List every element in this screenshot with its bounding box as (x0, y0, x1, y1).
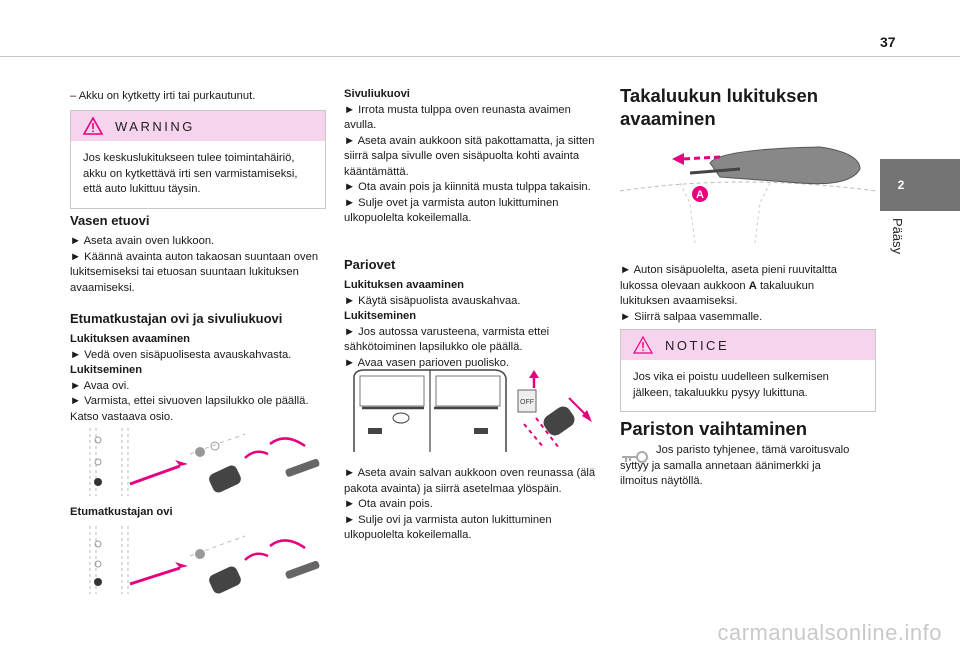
step-line: ► Irrota musta tulppa oven reunasta avaimen avulla. (344, 103, 571, 131)
chapter-number: 2 (897, 178, 905, 192)
step-line: ► Käytä sisäpuolista avauskahvaa. (344, 294, 521, 307)
section-sivuliukuovi (344, 87, 602, 227)
heading-etumatkustajan: Etumatkustajan ovi ja sivuliukuovi (70, 311, 283, 326)
figure-takaluukku (620, 143, 876, 255)
heading-pariston-vaihtaminen: Pariston vaihtaminen (620, 418, 808, 439)
section-pariovet (344, 257, 602, 371)
warning-header (71, 111, 325, 141)
notice-icon (633, 336, 653, 354)
figure-off-label: OFF (520, 399, 534, 406)
step-line: ► Avaa ovi. (70, 379, 130, 392)
section-vasen-etuovi (70, 213, 326, 296)
section-takaluukku-steps (620, 263, 858, 325)
step-line: ► Sulje ovet ja varmista auton lukittuminen ulkopuolelta kokeilemalla. (344, 196, 559, 224)
chapter-label-container (880, 218, 920, 288)
figure-caption: Etumatkustajan ovi (70, 506, 173, 518)
notice-header (621, 330, 875, 360)
step-line: ► Käännä avainta auton takaosan suuntaan oven lukitsemiseksi tai etuosan suuntaan lukituksen avaamiseksi. (70, 250, 319, 294)
chapter-label: Pääsy (890, 218, 905, 255)
figure-etumatkustajan-ovi (70, 522, 328, 598)
step-line: ► Aseta avain aukkoon sitä pakottamatta, ja sitten siirrä salpa sivulle oven sisäpuolta kohti avainta kääntämättä. (344, 134, 595, 178)
heading-takaluukku: Takaluukun lukituksen avaaminen (620, 85, 819, 129)
figure-pariovet (344, 368, 602, 456)
step-line: ► Sulje ovi ja varmista auton lukittuminen ulkopuolelta kokeilemalla. (344, 513, 552, 541)
subheading: Lukituksen avaaminen (344, 279, 464, 291)
step-line: ► Varmista, ettei sivuoven lapsilukko ole päällä. Katso vastaava osio. (70, 395, 309, 423)
step-text: ► Auton sisäpuolelta, aseta pieni ruuvitaltta lukossa olevaan aukkoon (620, 264, 837, 292)
subheading: Lukitseminen (70, 364, 143, 376)
notice-box (620, 329, 876, 412)
step-line: ► Aseta avain salvan aukkoon oven reunassa (älä pakota avainta) ja siirrä asetelmaa ylöspäin. (344, 467, 596, 495)
step-line: ► Vedä oven sisäpuolisesta avauskahvasta. (70, 348, 292, 361)
step-line (620, 263, 858, 310)
intro-text: – Akku on kytketty irti tai purkautunut. (70, 90, 256, 102)
step-line: ► Ota avain pois ja kiinnitä musta tulppa takaisin. (344, 181, 591, 193)
notice-title: NOTICE (665, 337, 730, 353)
warning-icon (83, 117, 103, 135)
section-pariovet-steps (344, 466, 604, 544)
step-line: ► Aseta avain oven lukkoon. (70, 235, 215, 247)
step-line: ► Avaa vasen parioven puolisko. (344, 356, 510, 369)
figure-marker-a-label: A (696, 189, 704, 201)
warning-title: WARNING (115, 118, 195, 134)
figure-vasen-etuovi (70, 424, 328, 500)
step-text-bold: A (748, 279, 757, 292)
subheading: Lukitseminen (344, 310, 417, 322)
subheading: Lukituksen avaaminen (70, 333, 190, 345)
subheading: Sivuliukuovi (344, 88, 410, 100)
step-text: takaluukun lukituksen avaamiseksi. (620, 279, 815, 307)
watermark: carmanualsonline.info (717, 620, 942, 645)
header-rule (0, 56, 960, 57)
notice-text: Jos vika ei poistu uudelleen sulkemisen jälkeen, takaluukku pysyy lukittuna. (633, 371, 829, 399)
step-line: ► Ota avain pois. (344, 498, 433, 510)
heading-pariovet: Pariovet (344, 257, 396, 272)
warning-text: Jos keskuslukitukseen tulee toimintahäiriö, akku on kytkettävä irti sen varmistamiseksi, että auto lukittuu täysin. (83, 152, 298, 195)
warning-box (70, 110, 326, 209)
heading-vasen-etuovi: Vasen etuovi (70, 213, 150, 228)
step-line: ► Siirrä salpaa vasemmalle. (620, 310, 763, 323)
step-line: ► Jos autossa varusteena, varmista ettei sähkötoiminen lapsilukko ole päällä. (344, 325, 550, 353)
section-etumatkustajan (70, 311, 330, 425)
battery-text: Jos paristo tyhjenee, tämä varoitusvalo syttyy ja samalla annetaan äänimerkki ja ilmoitus näytöllä. (620, 444, 850, 487)
page-number: 37 (880, 34, 896, 50)
